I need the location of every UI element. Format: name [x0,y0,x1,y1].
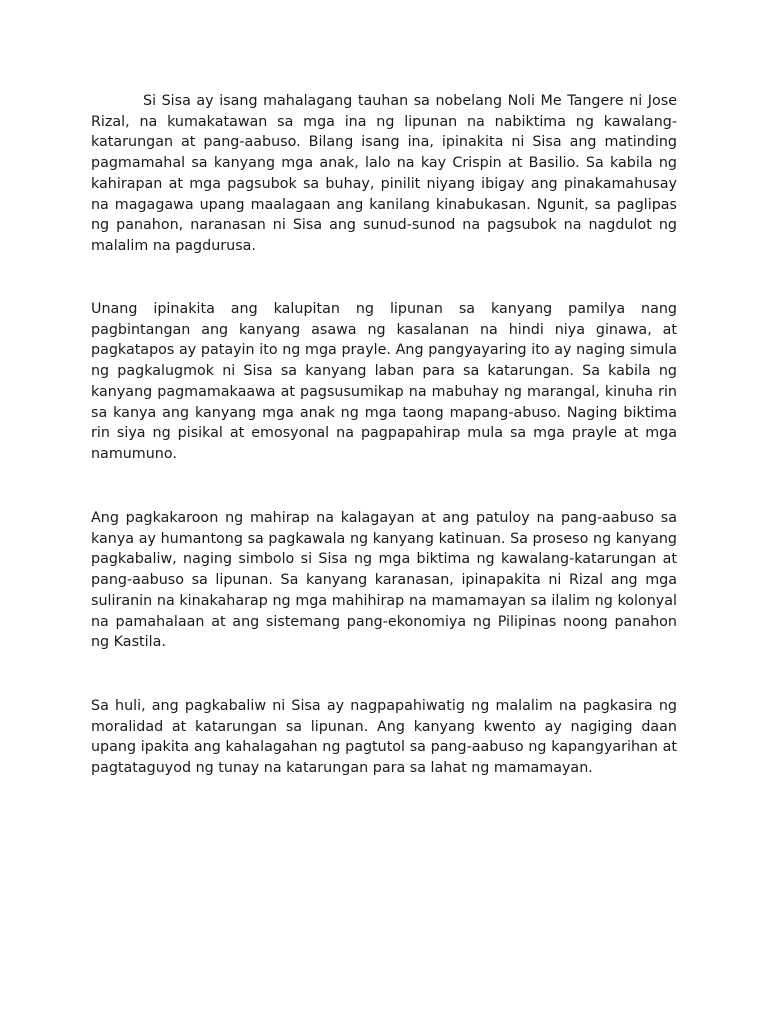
paragraph-1: Si Sisa ay isang mahalagang tauhan sa nobelang Noli Me Tangere ni Jose Rizal, na kumakatawan sa mga ina ng lipunan na nabiktima ng kawalang-katarungan at pang-aabuso. Bilang isang ina, ipinakita ni Sisa ang matinding pagmamahal sa kanyang mga anak, lalo na kay Crispin at Basilio. Sa kabila ng kahirapan at mga pagsubok sa buhay, pinilit niyang ibigay ang pinakamahusay na magagawa upang maalagaan ang kanilang kinabukasan. Ngunit, sa paglipas ng panahon, naranasan ni Sisa ang sunud-sunod na pagsubok na nagdulot ng malalim na pagdurusa. [91,93,677,254]
paragraph-3: Ang pagkakaroon ng mahirap na kalagayan at ang patuloy na pang-aabuso sa kanya ay humantong sa pagkawala ng kanyang katinuan. Sa proseso ng kanyang pagkabaliw, naging simbolo si Sisa ng mga biktima ng kawalang-katarungan at pang-aabuso sa lipunan. Sa kanyang karanasan, ipinapakita ni Rizal ang mga suliranin na kinakaharap ng mga mahihirap na mamamayan sa ilalim ng kolonyal na pamahalaan at ang sistemang pang-ekonomiya ng Pilipinas noong panahon ng Kastila. [91,510,677,651]
paragraph-4: Sa huli, ang pagkabaliw ni Sisa ay nagpapahiwatig ng malalim na pagkasira ng moralidad at katarungan sa lipunan. Ang kanyang kwento ay nagiging daan upang ipakita ang kahalagahan ng pagtutol sa pang-aabuso ng kapangyarihan at pagtataguyod ng tunay na katarungan para sa lahat ng mamamayan. [91,698,677,777]
paragraph-2: Unang ipinakita ang kalupitan ng lipunan sa kanyang pamilya nang pagbintangan ang kanyang asawa ng kasalanan na hindi niya ginawa, at pagkatapos ay patayin ito ng mga prayle. Ang pangyayaring ito ay naging simula ng pagkalugmok ni Sisa sa kanyang laban para sa katarungan. Sa kabila ng kanyang pagmamakaawa at pagsusumikap na mabuhay ng marangal, kinuha rin sa kanya ang kanyang mga anak ng mga taong mapang-abuso. Naging biktima rin siya ng pisikal at emosyonal na pagpapahirap mula sa mga prayle at mga namumuno. [91,301,677,462]
